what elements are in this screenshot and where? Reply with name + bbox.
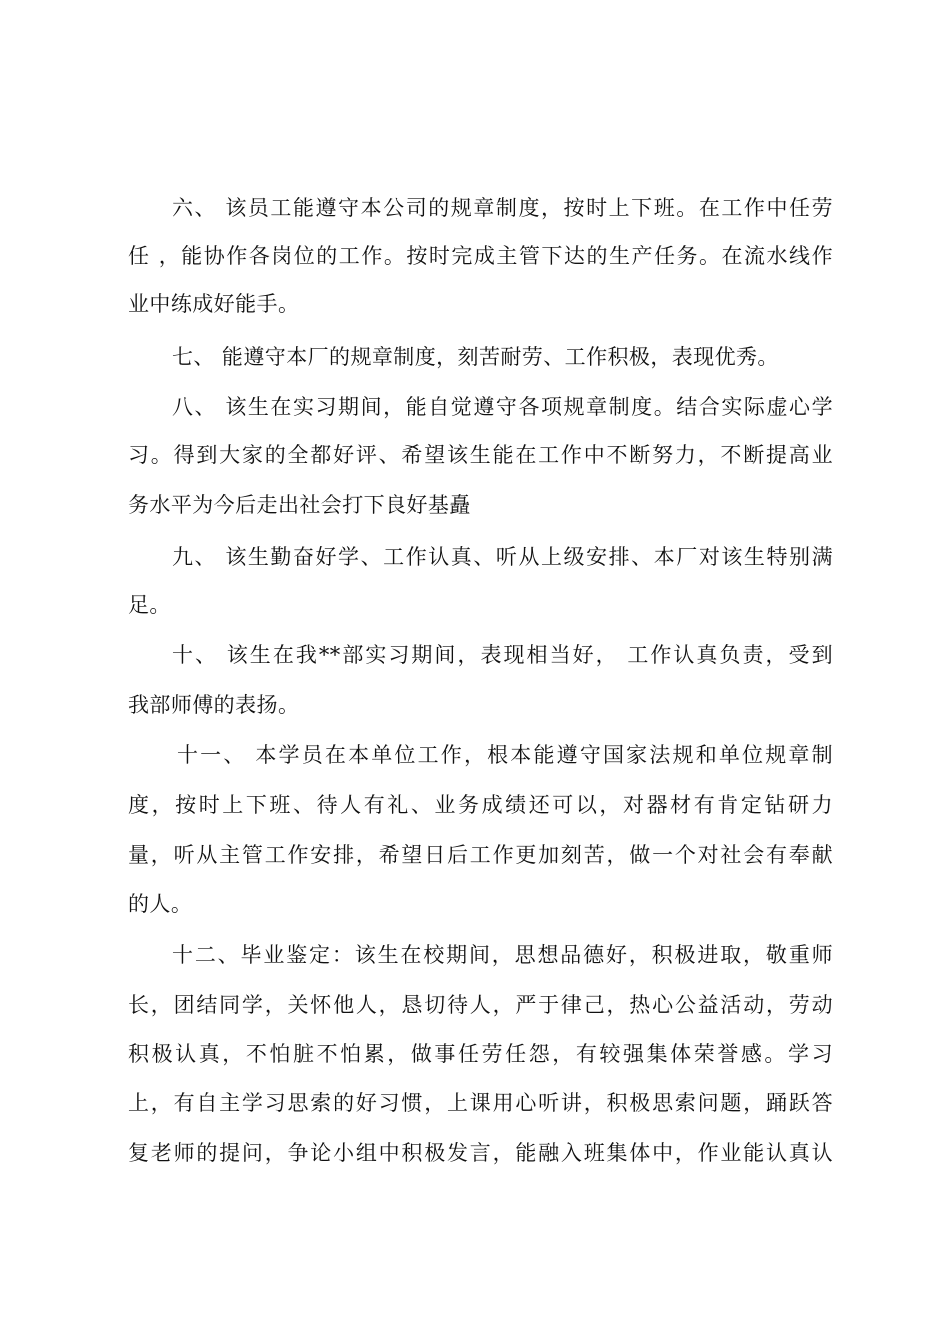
paragraph-9-line-1: 九、 该生勤奋好学、工作认真、听从上级安排、本厂对该生特别满 bbox=[172, 545, 833, 569]
paragraph-9-line-2: 足。 bbox=[128, 593, 171, 617]
paragraph-11-line-3: 量，听从主管工作安排，希望日后工作更加刻苦，做一个对社会有奉献 bbox=[128, 843, 833, 867]
paragraph-12-line-3: 积极认真，不怕脏不怕累，做事任劳任怨，有较强集体荣誉感。学习 bbox=[128, 1042, 833, 1066]
paragraph-10-line-2: 我部师傅的表扬。 bbox=[128, 693, 300, 717]
paragraph-8-line-1: 八、 该生在实习期间，能自觉遵守各项规章制度。结合实际虚心学 bbox=[172, 395, 833, 419]
paragraph-8-line-3: 务水平为今后走出社会打下良好基矗 bbox=[128, 493, 471, 517]
paragraph-12-line-1: 十二、毕业鉴定：该生在校期间，思想品德好，积极进取，敬重师 bbox=[172, 943, 833, 967]
paragraph-6-line-1: 六、 该员工能遵守本公司的规章制度，按时上下班。在工作中任劳 bbox=[172, 196, 833, 220]
paragraph-11-line-4: 的人。 bbox=[128, 892, 193, 916]
paragraph-6-line-3: 业中练成好能手。 bbox=[128, 292, 300, 316]
paragraph-12-line-4: 上，有自主学习思索的好习惯，上课用心听讲，积极思索问题，踊跃答 bbox=[128, 1091, 833, 1115]
paragraph-11-line-1: 十一、 本学员在本单位工作，根本能遵守国家法规和单位规章制 bbox=[177, 743, 833, 767]
paragraph-10-line-1: 十、 该生在我**部实习期间，表现相当好， 工作认真负责，受到 bbox=[172, 643, 833, 667]
paragraph-12-line-2: 长，团结同学，关怀他人，恳切待人，严于律己，热心公益活动，劳动 bbox=[128, 993, 833, 1017]
paragraph-11-line-2: 度，按时上下班、待人有礼、业务成绩还可以，对器材有肯定钻研力 bbox=[128, 793, 833, 817]
paragraph-6-line-2: 任 ，能协作各岗位的工作。按时完成主管下达的生产任务。在流水线作 bbox=[128, 244, 833, 268]
paragraph-8-line-2: 习。得到大家的全都好评、希望该生能在工作中不断努力，不断提高业 bbox=[128, 443, 833, 467]
paragraph-7-line-1: 七、 能遵守本厂的规章制度，刻苦耐劳、工作积极，表现优秀。 bbox=[172, 345, 779, 369]
paragraph-12-line-5: 复老师的提问，争论小组中积极发言，能融入班集体中，作业能认真认 bbox=[128, 1141, 833, 1165]
